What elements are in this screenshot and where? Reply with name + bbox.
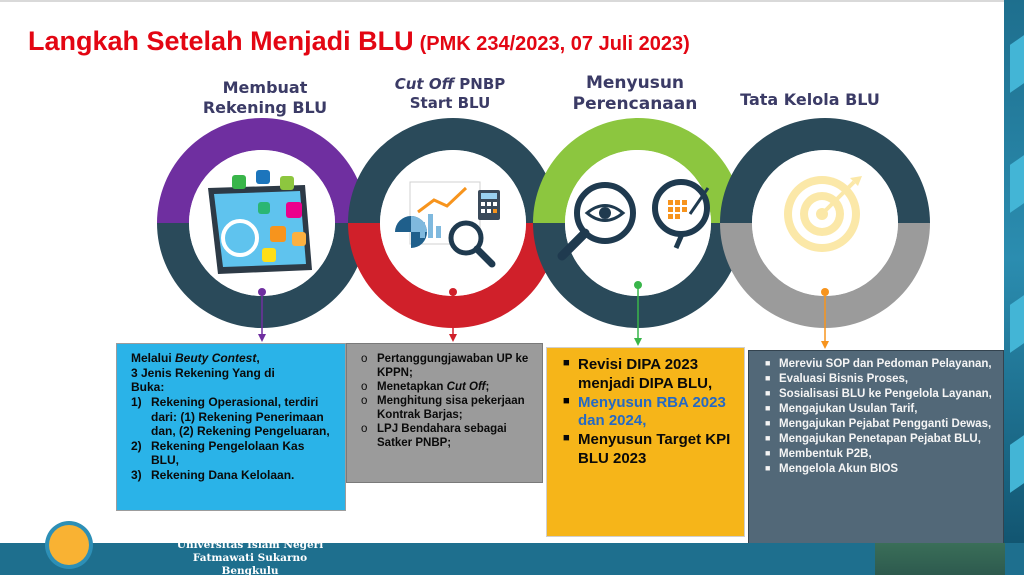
list-item <box>131 468 335 483</box>
title-sub: (PMK 234/2023, 07 Juli 2023) <box>419 33 690 55</box>
box2-list <box>361 352 534 450</box>
item-text: Rekening Dana Kelolaan. <box>151 468 295 482</box>
box-rekening <box>116 343 346 511</box>
item-italic: Cut Off <box>446 381 486 394</box>
item-number: 1) <box>131 394 142 409</box>
box1-intro-prefix: Melalui <box>131 351 176 365</box>
box-tata-kelola <box>748 350 1004 546</box>
step2-label-line2: Start BLU <box>409 93 491 112</box>
list-item: ■ Membentuk P2B, <box>765 447 995 462</box>
item-text: Rekening Pengelolaan Kas BLU, <box>151 438 305 468</box>
list-item <box>361 380 534 394</box>
item-prefix: Menetapkan <box>377 381 447 394</box>
campus-photo <box>875 543 1005 575</box>
step1-label-line2: Rekening BLU <box>202 98 328 117</box>
sun-logo-icon <box>44 518 94 573</box>
box1-intro-suffix: , <box>256 351 260 365</box>
box1-list <box>131 395 335 483</box>
box1-intro3: Buka: <box>131 380 165 395</box>
list-item: ■ Revisi DIPA 2023 menjadi DIPA BLU, <box>563 356 736 394</box>
list-item: ■ Mengajukan Penetapan Pejabat BLU, <box>765 432 995 447</box>
list-item <box>131 395 335 439</box>
box1-intro <box>131 351 335 366</box>
item-suffix: ; <box>485 381 490 394</box>
step3-label-line1: Menyusun <box>585 73 685 93</box>
step2-label-rest: PNBP <box>454 75 506 93</box>
list-item: ■ Mengelola Akun BIOS <box>765 462 995 477</box>
box1-intro-italic: Beuty Contest <box>175 351 257 365</box>
box3-list <box>563 356 736 469</box>
step1-label-line1: Membuat <box>222 78 308 97</box>
list-item: o LPJ Bendahara sebagai Satker PNBP; <box>361 422 534 450</box>
list-item: ■ Mengajukan Pejabat Pengganti Dewas, <box>765 417 995 432</box>
step4-label-line1: Tata Kelola BLU <box>740 90 880 109</box>
university-name <box>170 539 330 578</box>
box-cut-off <box>346 343 543 483</box>
list-item: ■ Evaluasi Bisnis Proses, <box>765 372 995 387</box>
box-perencanaan <box>546 347 745 537</box>
footer-bar <box>0 535 1024 575</box>
box1-intro2: 3 Jenis Rekening Yang di <box>131 365 275 380</box>
box4-list <box>765 357 995 477</box>
step3-label-line2: Perencanaan <box>572 94 698 115</box>
list-item: ■ Menyusun Target KPI BLU 2023 <box>563 431 736 469</box>
item-text: Rekening Operasional, terdiri dari: (1) Rekening Penerimaan dan, (2) Rekening Pengeluaran, <box>151 394 330 439</box>
university-line2: Fatmawati Sukarno Bengkulu <box>192 552 308 578</box>
list-item: ■ Mengajukan Usulan Tarif, <box>765 402 995 417</box>
list-item: o Pertanggungjawaban UP ke KPPN; <box>361 352 534 380</box>
step2-label-italic: Cut Off <box>394 75 455 93</box>
title-main: Langkah Setelah Menjadi BLU <box>28 26 414 56</box>
list-item: ■ Menyusun RBA 2023 dan 2024, <box>563 394 736 432</box>
list-item: ■ Mereviu SOP dan Pedoman Pelayanan, <box>765 357 995 372</box>
item-number: 2) <box>131 438 142 453</box>
item-number: 3) <box>131 468 142 482</box>
list-item: o Menghitung sisa pekerjaan Kontrak Barjas; <box>361 394 534 422</box>
list-item: ■ Sosialisasi BLU ke Pengelola Layanan, <box>765 387 995 402</box>
list-item <box>131 439 335 468</box>
university-line1: Universitas Islam Negeri <box>176 539 324 551</box>
footer-band <box>0 543 1024 575</box>
